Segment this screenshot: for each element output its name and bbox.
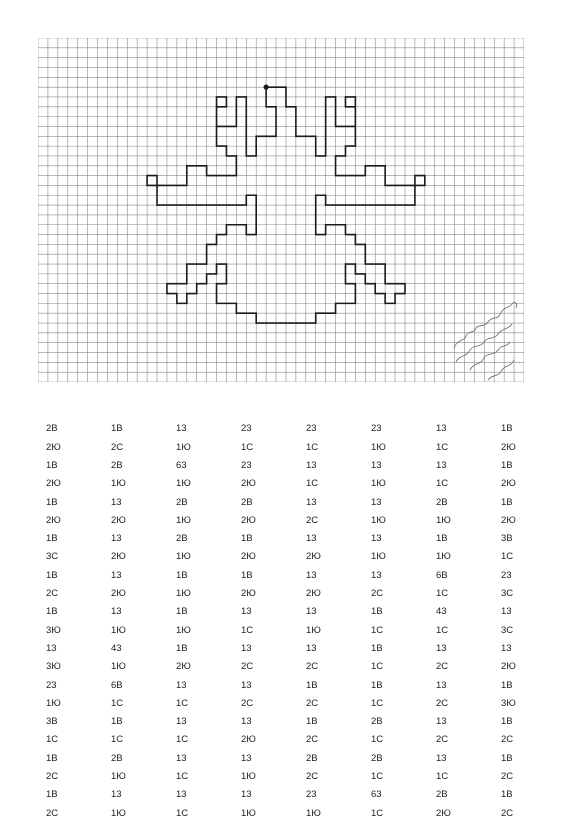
code-cell: 1В bbox=[46, 533, 58, 545]
code-cell: 13 bbox=[241, 752, 252, 764]
code-cell: 3Ю bbox=[46, 661, 61, 673]
code-cell: 1С bbox=[111, 697, 124, 709]
code-cell: 1Ю bbox=[111, 624, 126, 636]
code-cell: 13 bbox=[436, 679, 447, 691]
code-cell: 1С bbox=[176, 697, 189, 709]
code-row bbox=[46, 694, 565, 712]
code-cell: 2С bbox=[501, 771, 514, 783]
code-cell: 13 bbox=[241, 679, 252, 691]
code-cell: 13 bbox=[241, 716, 252, 728]
code-cell: 13 bbox=[176, 716, 187, 728]
author-signature bbox=[448, 300, 524, 382]
code-cell: 1С bbox=[46, 734, 59, 746]
code-cell: 2Ю bbox=[501, 661, 516, 673]
code-row bbox=[46, 493, 565, 511]
code-cell: 1В bbox=[176, 642, 188, 654]
code-cell: 1Ю bbox=[176, 551, 191, 563]
code-cell: 2С bbox=[436, 697, 449, 709]
code-cell: 23 bbox=[241, 423, 252, 435]
code-cell: 2Ю bbox=[241, 734, 256, 746]
code-cell: 6В bbox=[436, 569, 448, 581]
code-cell: 1В bbox=[371, 642, 383, 654]
code-cell: 1Ю bbox=[176, 624, 191, 636]
code-cell: 1В bbox=[501, 716, 513, 728]
code-cell: 1С bbox=[436, 771, 449, 783]
code-cell: 13 bbox=[111, 789, 122, 801]
code-cell: 2Ю bbox=[306, 551, 321, 563]
code-cell: 2В bbox=[306, 752, 318, 764]
code-cell: 13 bbox=[111, 606, 122, 618]
code-row bbox=[46, 548, 565, 566]
code-cell: 2С bbox=[241, 697, 254, 709]
code-cell: 1С bbox=[371, 661, 384, 673]
code-cell: 13 bbox=[436, 459, 447, 471]
code-cell: 1Ю bbox=[111, 661, 126, 673]
code-cell: 1Ю bbox=[111, 478, 126, 490]
code-cell: 2Ю bbox=[241, 551, 256, 563]
code-cell: 2В bbox=[371, 752, 383, 764]
code-cell: 1Ю bbox=[176, 478, 191, 490]
code-cell: 1В bbox=[111, 716, 123, 728]
code-cell: 1В bbox=[501, 459, 513, 471]
code-cell: 2С bbox=[111, 441, 124, 453]
code-cell: 13 bbox=[111, 496, 122, 508]
code-cell: 1В bbox=[241, 569, 253, 581]
code-cell: 3С bbox=[501, 624, 514, 636]
code-cell: 23 bbox=[306, 423, 317, 435]
code-cell: 2В bbox=[176, 533, 188, 545]
code-cell: 2Ю bbox=[501, 478, 516, 490]
code-cell: 1С bbox=[371, 771, 384, 783]
code-cell: 1Ю bbox=[306, 624, 321, 636]
code-cell: 13 bbox=[176, 789, 187, 801]
code-row bbox=[46, 621, 565, 639]
code-cell: 1В bbox=[176, 606, 188, 618]
code-cell: 1Ю bbox=[241, 771, 256, 783]
code-cell: 23 bbox=[241, 459, 252, 471]
code-cell: 13 bbox=[241, 606, 252, 618]
code-cell: 1В bbox=[501, 679, 513, 691]
code-cell: 1В bbox=[501, 423, 513, 435]
code-cell: 1В bbox=[46, 459, 58, 471]
code-cell: 1С bbox=[306, 441, 319, 453]
code-cell: 1Ю bbox=[111, 807, 126, 819]
code-cell: 1В bbox=[371, 679, 383, 691]
code-cell: 13 bbox=[306, 459, 317, 471]
code-cell: 2Ю bbox=[46, 478, 61, 490]
code-row bbox=[46, 585, 565, 603]
code-row bbox=[46, 786, 565, 804]
code-cell: 2Ю bbox=[111, 588, 126, 600]
code-cell: 13 bbox=[371, 496, 382, 508]
code-cell: 1В bbox=[501, 752, 513, 764]
direction-codes-table bbox=[46, 420, 565, 823]
code-cell: 1С bbox=[501, 551, 514, 563]
code-cell: 2В bbox=[241, 496, 253, 508]
code-cell: 23 bbox=[501, 569, 512, 581]
code-cell: 1В bbox=[306, 679, 318, 691]
code-cell: 3В bbox=[501, 533, 513, 545]
code-cell: 13 bbox=[241, 642, 252, 654]
code-row bbox=[46, 640, 565, 658]
code-row bbox=[46, 438, 565, 456]
code-cell: 13 bbox=[436, 642, 447, 654]
code-cell: 13 bbox=[306, 569, 317, 581]
code-cell: 1В bbox=[46, 569, 58, 581]
code-cell: 2С bbox=[436, 734, 449, 746]
code-cell: 23 bbox=[46, 679, 57, 691]
code-cell: 1Ю bbox=[176, 514, 191, 526]
code-cell: 2Ю bbox=[46, 514, 61, 526]
code-cell: 13 bbox=[306, 642, 317, 654]
code-cell: 1Ю bbox=[436, 551, 451, 563]
code-cell: 3С bbox=[46, 551, 59, 563]
code-cell: 1С bbox=[176, 734, 189, 746]
code-cell: 2С bbox=[306, 734, 319, 746]
code-cell: 2В bbox=[436, 496, 448, 508]
code-cell: 1С bbox=[371, 807, 384, 819]
code-row bbox=[46, 420, 565, 438]
code-cell: 2С bbox=[46, 588, 59, 600]
code-cell: 2С bbox=[306, 661, 319, 673]
code-cell: 1С bbox=[241, 441, 254, 453]
code-cell: 13 bbox=[176, 423, 187, 435]
code-row bbox=[46, 713, 565, 731]
code-cell: 2Ю bbox=[111, 551, 126, 563]
code-cell: 1С bbox=[436, 624, 449, 636]
code-cell: 1Ю bbox=[436, 514, 451, 526]
code-cell: 1С bbox=[436, 588, 449, 600]
code-row bbox=[46, 475, 565, 493]
code-cell: 1Ю bbox=[306, 807, 321, 819]
code-cell: 13 bbox=[176, 752, 187, 764]
code-cell: 13 bbox=[436, 423, 447, 435]
code-cell: 2Ю bbox=[306, 588, 321, 600]
code-cell: 2Ю bbox=[241, 478, 256, 490]
code-cell: 1В bbox=[371, 606, 383, 618]
code-cell: 1С bbox=[241, 624, 254, 636]
code-cell: 1С bbox=[371, 697, 384, 709]
code-cell: 2С bbox=[306, 514, 319, 526]
code-cell: 1С bbox=[111, 734, 124, 746]
code-cell: 2С bbox=[46, 807, 59, 819]
code-cell: 1В bbox=[46, 496, 58, 508]
code-cell: 3В bbox=[46, 716, 58, 728]
code-cell: 1С bbox=[436, 478, 449, 490]
start-point-dot bbox=[264, 85, 269, 90]
code-cell: 13 bbox=[371, 569, 382, 581]
code-cell: 2Ю bbox=[241, 588, 256, 600]
code-cell: 2Ю bbox=[241, 514, 256, 526]
code-cell: 63 bbox=[371, 789, 382, 801]
code-cell: 1Ю bbox=[371, 478, 386, 490]
code-cell: 3Ю bbox=[46, 624, 61, 636]
code-cell: 13 bbox=[436, 752, 447, 764]
code-cell: 1Ю bbox=[241, 807, 256, 819]
code-cell: 2С bbox=[241, 661, 254, 673]
code-cell: 3Ю bbox=[501, 697, 516, 709]
code-row bbox=[46, 749, 565, 767]
code-row bbox=[46, 658, 565, 676]
code-cell: 13 bbox=[501, 642, 512, 654]
code-cell: 1Ю bbox=[111, 771, 126, 783]
code-cell: 2С bbox=[46, 771, 59, 783]
code-row bbox=[46, 457, 565, 475]
code-cell: 13 bbox=[501, 606, 512, 618]
code-cell: 1Ю bbox=[176, 588, 191, 600]
code-cell: 13 bbox=[436, 716, 447, 728]
code-cell: 2В bbox=[176, 496, 188, 508]
code-cell: 2Ю bbox=[46, 441, 61, 453]
code-cell: 2Ю bbox=[111, 514, 126, 526]
code-cell: 1В bbox=[501, 789, 513, 801]
code-cell: 13 bbox=[111, 533, 122, 545]
code-cell: 1С bbox=[371, 734, 384, 746]
code-cell: 2В bbox=[111, 752, 123, 764]
code-cell: 43 bbox=[436, 606, 447, 618]
code-row bbox=[46, 676, 565, 694]
code-cell: 1С bbox=[306, 478, 319, 490]
code-cell: 3С bbox=[501, 588, 514, 600]
code-cell: 1В bbox=[436, 533, 448, 545]
code-cell: 43 bbox=[111, 642, 122, 654]
code-cell: 13 bbox=[306, 606, 317, 618]
code-row bbox=[46, 603, 565, 621]
code-cell: 1В bbox=[501, 496, 513, 508]
code-row bbox=[46, 566, 565, 584]
code-cell: 1С bbox=[436, 441, 449, 453]
code-cell: 13 bbox=[176, 679, 187, 691]
code-cell: 2В bbox=[111, 459, 123, 471]
code-cell: 13 bbox=[46, 642, 57, 654]
code-cell: 1Ю bbox=[371, 514, 386, 526]
code-cell: 1С bbox=[371, 624, 384, 636]
code-cell: 13 bbox=[371, 533, 382, 545]
code-cell: 63 bbox=[176, 459, 187, 471]
code-cell: 1В bbox=[46, 606, 58, 618]
code-cell: 2С bbox=[306, 697, 319, 709]
code-cell: 1В bbox=[46, 752, 58, 764]
signature-graphic bbox=[448, 300, 524, 382]
code-cell: 13 bbox=[241, 789, 252, 801]
code-cell: 1Ю bbox=[371, 441, 386, 453]
code-row bbox=[46, 768, 565, 786]
code-cell: 23 bbox=[306, 789, 317, 801]
code-cell: 2С bbox=[371, 588, 384, 600]
code-cell: 13 bbox=[306, 533, 317, 545]
code-cell: 2В bbox=[46, 423, 58, 435]
code-cell: 2С bbox=[501, 807, 514, 819]
code-cell: 2С bbox=[306, 771, 319, 783]
code-cell: 1В bbox=[241, 533, 253, 545]
code-cell: 13 bbox=[111, 569, 122, 581]
code-cell: 2Ю bbox=[176, 661, 191, 673]
code-cell: 2Ю bbox=[501, 514, 516, 526]
code-cell: 6В bbox=[111, 679, 123, 691]
code-cell: 1В bbox=[176, 569, 188, 581]
code-cell: 23 bbox=[371, 423, 382, 435]
code-cell: 2С bbox=[501, 734, 514, 746]
code-cell: 1В bbox=[111, 423, 123, 435]
code-cell: 2В bbox=[436, 789, 448, 801]
code-row bbox=[46, 530, 565, 548]
code-cell: 2Ю bbox=[501, 441, 516, 453]
code-cell: 1Ю bbox=[371, 551, 386, 563]
code-row bbox=[46, 731, 565, 749]
code-cell: 13 bbox=[371, 459, 382, 471]
code-row bbox=[46, 511, 565, 529]
code-cell: 1С bbox=[176, 771, 189, 783]
code-cell: 13 bbox=[306, 496, 317, 508]
code-row bbox=[46, 804, 565, 822]
code-cell: 1Ю bbox=[46, 697, 61, 709]
code-cell: 2С bbox=[436, 661, 449, 673]
code-cell: 1С bbox=[176, 807, 189, 819]
code-cell: 1В bbox=[306, 716, 318, 728]
code-cell: 1В bbox=[46, 789, 58, 801]
code-cell: 2Ю bbox=[436, 807, 451, 819]
code-cell: 2В bbox=[371, 716, 383, 728]
code-cell: 1Ю bbox=[176, 441, 191, 453]
